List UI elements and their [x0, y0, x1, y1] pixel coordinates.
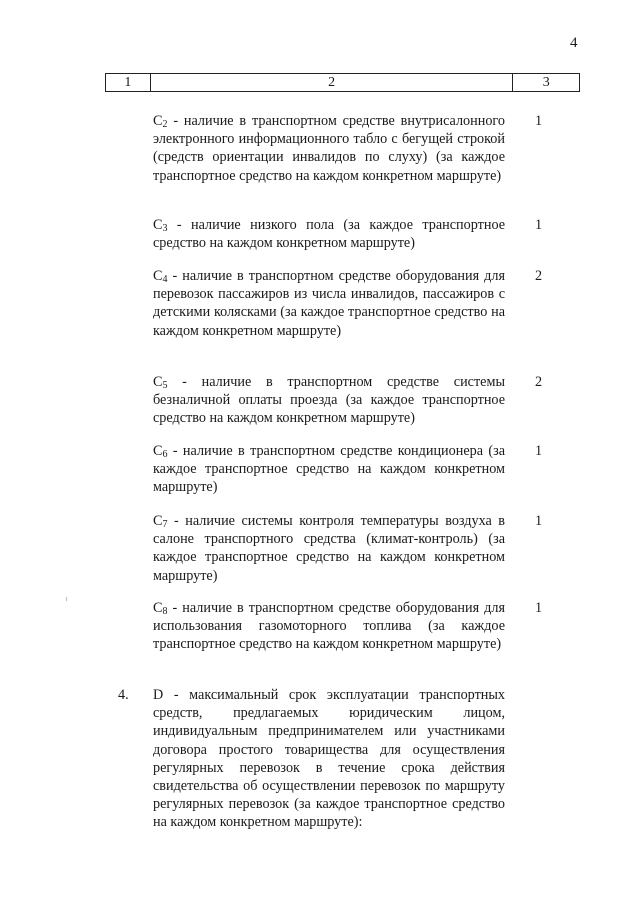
criterion-symbol: $C_8$	[153, 600, 168, 617]
criterion-c2	[153, 112, 505, 185]
criterion-text: - наличие в транспортном средстве внутрисалонного электронного информационного табло с бегущей строкой (средств ориентации инвалидов по слуху) (за каждое транспортное средство на каждом конкретном маршруте)	[153, 113, 505, 184]
section-4-text	[153, 686, 505, 832]
criterion-c5	[153, 373, 505, 428]
criterion-c2-score: 1	[535, 113, 543, 129]
criterion-c8	[153, 599, 505, 654]
column-header-3: 3	[513, 74, 580, 92]
criterion-c5-score: 2	[535, 374, 543, 390]
criterion-symbol: $C_2$	[153, 113, 168, 130]
criterion-c4	[153, 267, 505, 340]
criterion-c8-score: 1	[535, 600, 543, 616]
criterion-symbol: $C_6$	[153, 443, 168, 460]
criterion-c6-score: 1	[535, 443, 543, 459]
column-header-2: 2	[150, 74, 513, 92]
criterion-c3	[153, 216, 505, 252]
column-header-1: 1	[106, 74, 151, 92]
criterion-c7	[153, 512, 505, 585]
criterion-c7-score: 1	[535, 513, 543, 529]
criterion-symbol: $C_3$	[153, 217, 168, 234]
criterion-symbol: $C_5$	[153, 374, 168, 391]
criterion-text: - наличие в транспортном средстве кондиционера (за каждое транспортное средство на каждом конкретном маршруте)	[153, 443, 505, 496]
scan-artifact	[66, 597, 67, 601]
page-number: 4	[570, 35, 578, 51]
section-description: - максимальный срок эксплуатации транспортных средств, предлагаемых юридическим лицом, индивидуальным предпринимателем или участниками договора простого товарищества для осуществления регулярных перевозок в течение срока действия свидетельства об осуществлении перевозок по маршруту регулярных перевозок (за каждое транспортное средство на каждом конкретном маршруте):	[153, 687, 506, 831]
criterion-text: - наличие низкого пола (за каждое транспортное средство на каждом конкретном маршруте)	[153, 217, 506, 252]
criterion-symbol: $C_7$	[153, 513, 168, 530]
criterion-text: - наличие в транспортном средстве оборудования для использования газомоторного топлива (за каждое транспортное средство на каждом конкретном маршруте)	[153, 600, 506, 653]
criterion-c6	[153, 442, 505, 497]
criterion-text: - наличие в транспортном средстве системы безналичной оплаты проезда (за каждое транспортное средство на каждом конкретном маршруте)	[153, 374, 505, 427]
criterion-text: - наличие в транспортном средстве оборудования для перевозок пассажиров из числа инвалидов, пассажиров с детскими колясками (за каждое транспортное средство на каждом конкретном маршруте)	[153, 268, 506, 339]
criterion-c4-score: 2	[535, 268, 543, 284]
criterion-text: - наличие системы контроля температуры воздуха в салоне транспортного средства (климат-контроль) (за каждое транспортное средство на каждом конкретном маршруте)	[153, 513, 505, 584]
section-number: 4.	[118, 687, 129, 703]
criterion-symbol: $C_4$	[153, 268, 168, 285]
section-symbol: D	[153, 687, 164, 703]
criterion-c3-score: 1	[535, 217, 543, 233]
table-header-row	[105, 73, 580, 92]
